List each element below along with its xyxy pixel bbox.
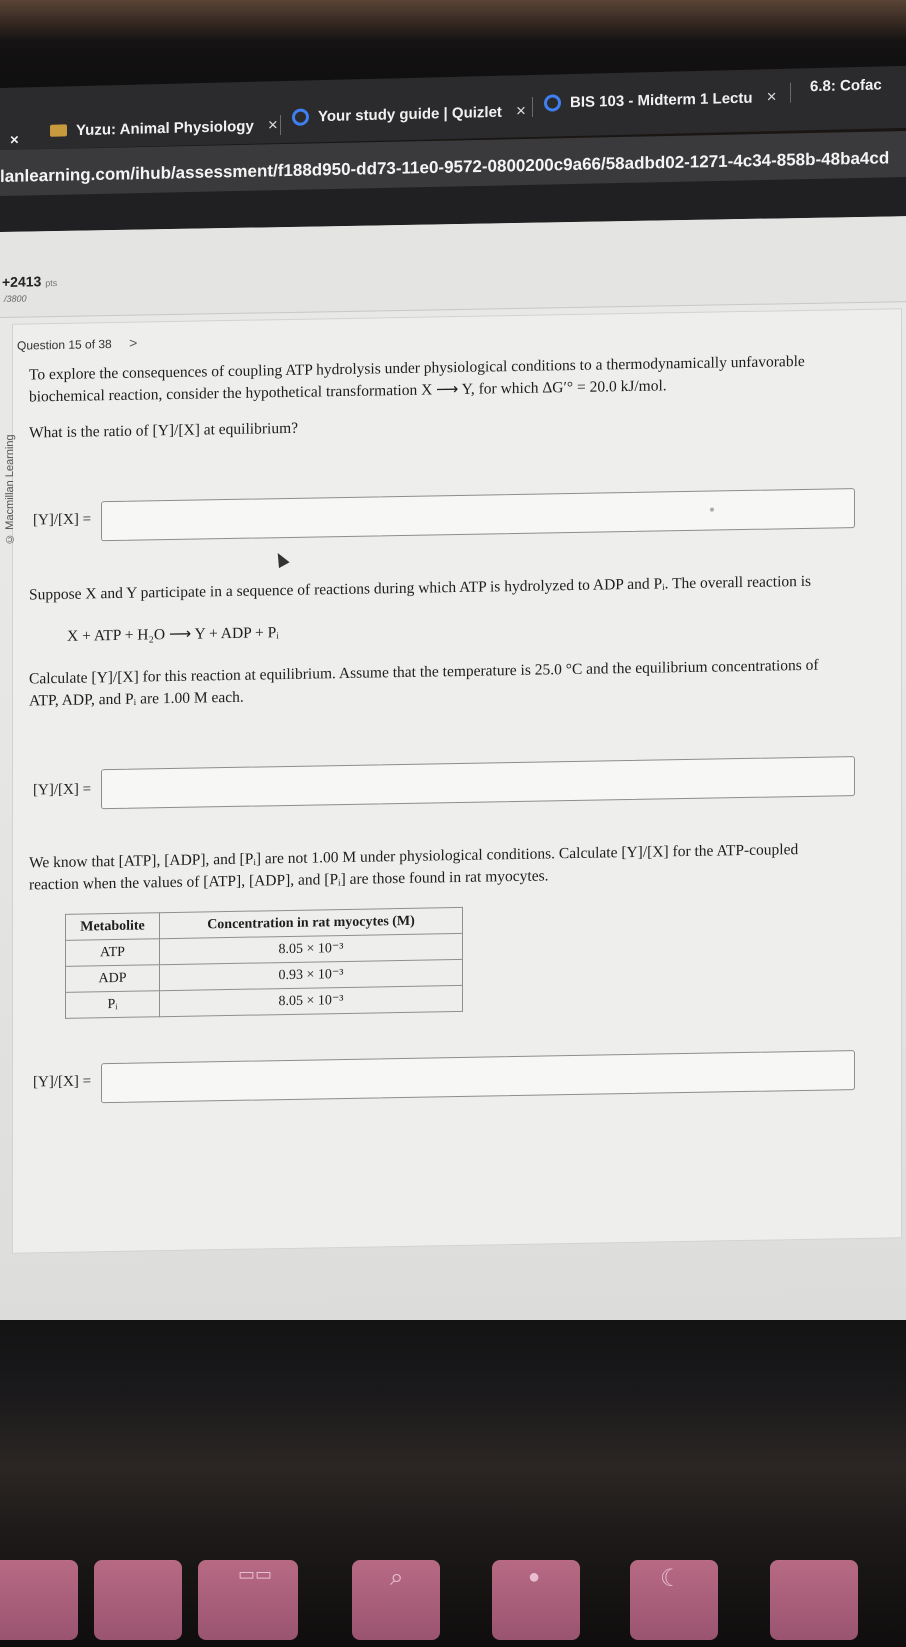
tab-close-icon[interactable]: × [766, 87, 777, 107]
mission-control-icon: ▭▭ [238, 1564, 273, 1584]
tab-close-icon[interactable]: × [267, 115, 278, 135]
search-icon: ⌕ [390, 1564, 404, 1591]
table-cell-metabolite: Pᵢ [66, 991, 160, 1019]
keyboard-key [770, 1560, 858, 1640]
table-cell-concentration: 8.05 × 10⁻³ [160, 933, 463, 964]
keyboard-key [94, 1560, 182, 1640]
answer-3-input[interactable] [101, 1050, 855, 1103]
bis103-favicon-icon [544, 94, 561, 111]
tab-yuzu[interactable]: Yuzu: Animal Physiology × [50, 115, 278, 141]
answer-2-input[interactable] [101, 756, 855, 809]
intro-text-line2: biochemical reaction, consider the hypothetical transformation X ⟶ Y, for which ΔG′° = 20.0 kJ/mol. [29, 377, 667, 406]
table-header-metabolite: Metabolite [66, 913, 160, 941]
microphone-icon: ● [528, 1566, 541, 1588]
url-text: lanlearning.com/ihub/assessment/f188d950-dd73-11e0-9572-0800200c9a66/58adbd02-1271-4c34-858b-48ba4cd [0, 148, 890, 186]
tab-divider [280, 115, 281, 135]
table-header-concentration: Concentration in rat myocytes (M) [160, 907, 463, 938]
answer-1-label: [Y]/[X] = [33, 511, 92, 529]
metabolite-table [65, 907, 463, 1019]
table-cell-metabolite: ATP [66, 939, 160, 967]
keyboard-key [0, 1560, 78, 1640]
keyboard-row [0, 1560, 906, 1647]
intro-text-line1: To explore the consequences of coupling ATP hydrolysis under physiological conditions to a thermodynamically unfavorable [29, 352, 805, 384]
next-question-chevron-icon[interactable]: > [129, 334, 138, 351]
quizlet-favicon-icon [292, 108, 309, 125]
reaction-equation: X + ATP + H₂O ⟶ Y + ADP + Pᵢ [67, 624, 279, 645]
part2-question-line1: Calculate [Y]/[X] for this reaction at equilibrium. Assume that the temperature is 25.0 °C and the equilibrium concentrations of [29, 656, 819, 688]
tab-cofactors[interactable]: 6.8: Cofac [810, 76, 882, 96]
mouse-pointer-icon [272, 550, 289, 568]
keyboard-key-focus [630, 1560, 718, 1640]
table-row [66, 985, 463, 1018]
yuzu-favicon-icon [50, 124, 67, 136]
question-number[interactable]: Question 15 of 38 > [17, 334, 138, 353]
score-points: +2413 pts [2, 273, 58, 290]
publisher-credit: © Macmillan Learning [4, 434, 16, 545]
tab-divider [790, 83, 791, 103]
tab-quizlet[interactable]: Your study guide | Quizlet × [292, 101, 526, 127]
question-card [4, 308, 902, 1254]
table-cell-concentration: 0.93 × 10⁻³ [160, 959, 463, 990]
score-total: /3800 [4, 293, 27, 304]
left-close-button[interactable]: × [10, 131, 19, 149]
keyboard-key-mission-control [198, 1560, 298, 1640]
part2-text: Suppose X and Y participate in a sequence of reactions during which ATP is hydrolyzed to ADP and Pᵢ. The overall reaction is [29, 572, 812, 604]
part3-text-line2: reaction when the values of [ATP], [ADP], and [Pᵢ] are those found in rat myocytes. [29, 867, 549, 894]
part2-question-line2: ATP, ADP, and Pᵢ are 1.00 M each. [29, 688, 244, 710]
keyboard-key-search [352, 1560, 440, 1640]
assessment-page [0, 216, 906, 1342]
tab-divider [532, 97, 533, 117]
answer-3-label: [Y]/[X] = [33, 1073, 92, 1091]
part3-text-line1: We know that [ATP], [ADP], and [Pᵢ] are not 1.00 M under physiological conditions. Calculate [Y]/[X] for the ATP-coupled [29, 841, 799, 872]
question-1-text: What is the ratio of [Y]/[X] at equilibrium? [29, 419, 299, 442]
table-cell-concentration: 8.05 × 10⁻³ [160, 985, 463, 1016]
tab-bis103[interactable]: BIS 103 - Midterm 1 Lectu × [544, 87, 777, 113]
answer-2-label: [Y]/[X] = [33, 781, 92, 799]
tab-close-icon[interactable]: × [515, 101, 526, 121]
score-header [0, 216, 906, 318]
answer-1-input[interactable] [101, 488, 855, 541]
keyboard-key-dictation [492, 1560, 580, 1640]
table-cell-metabolite: ADP [66, 965, 160, 993]
moon-icon: ☾ [660, 1565, 682, 1592]
input-marker-dot [710, 508, 714, 512]
